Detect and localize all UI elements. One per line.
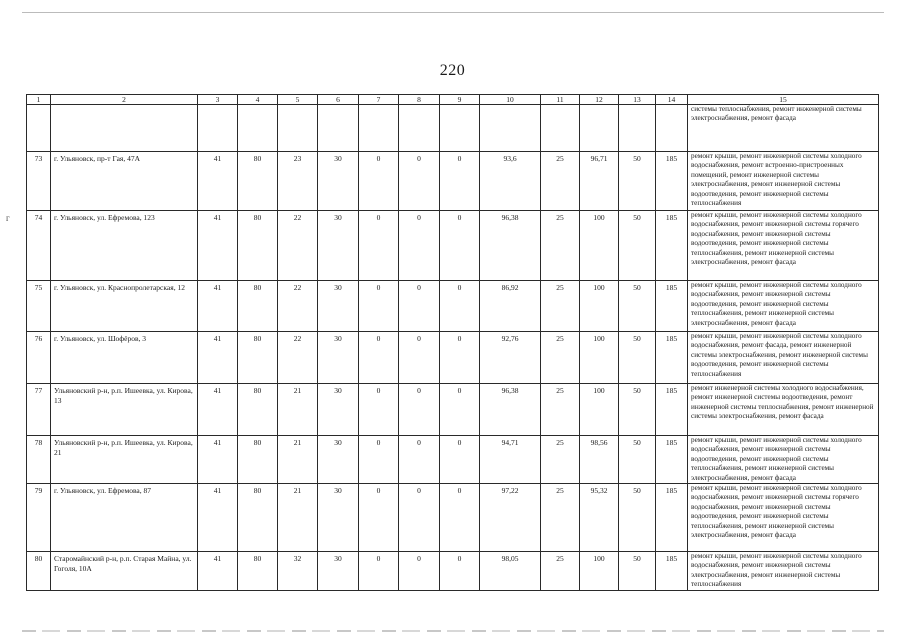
header-cell: 6 (318, 95, 359, 105)
header-cell: 15 (688, 95, 879, 105)
value-cell-c8: 0 (399, 332, 440, 384)
value-cell-c9: 0 (440, 152, 480, 211)
value-cell-c8: 0 (399, 484, 440, 552)
value-cell-c11: 25 (541, 281, 580, 332)
table-row (27, 152, 879, 211)
header-cell: 12 (580, 95, 619, 105)
value-cell-c4: 80 (238, 332, 278, 384)
header-cell: 9 (440, 95, 480, 105)
value-cell-c12: 100 (580, 384, 619, 436)
value-cell-c3: 41 (198, 436, 238, 484)
header-cell: 3 (198, 95, 238, 105)
value-cell-c5: 22 (278, 281, 318, 332)
row-number-cell: 77 (27, 384, 51, 436)
continuation-row (27, 105, 879, 152)
value-cell-c7: 0 (359, 436, 399, 484)
value-cell-c4: 80 (238, 436, 278, 484)
table-row (27, 384, 879, 436)
value-cell-c13: 50 (619, 436, 656, 484)
header-cell: 2 (51, 95, 198, 105)
address-cell: Ульяновский р-н, р.п. Ишеевка, ул. Кирова, 21 (51, 436, 198, 484)
value-cell-c10: 98,05 (480, 552, 541, 591)
value-cell-c9: 0 (440, 552, 480, 591)
value-cell-c9: 0 (440, 211, 480, 281)
table-row (27, 281, 879, 332)
works-cell: ремонт крыши, ремонт инженерной системы холодного водоснабжения, ремонт инженерной системы горячего водоснабжения, ремонт инженерной системы водоотведения, ремонт инженерной системы теплоснабжения, ремонт инженерной системы электроснабжения, ремонт фасада (688, 484, 879, 552)
value-cell-c13: 50 (619, 152, 656, 211)
value-cell-c4: 80 (238, 152, 278, 211)
header-row (27, 95, 879, 105)
value-cell-c11: 25 (541, 552, 580, 591)
row-number-cell: 76 (27, 332, 51, 384)
row-number-cell: 78 (27, 436, 51, 484)
value-cell-c4: 80 (238, 384, 278, 436)
value-cell-c14: 185 (656, 332, 688, 384)
value-cell-c12: 95,32 (580, 484, 619, 552)
value-cell-c12: 100 (580, 281, 619, 332)
value-cell-c14: 185 (656, 211, 688, 281)
value-cell-c10: 97,22 (480, 484, 541, 552)
value-cell-c5: 32 (278, 552, 318, 591)
value-cell-c13: 50 (619, 484, 656, 552)
works-cell: ремонт инженерной системы холодного водоснабжения, ремонт инженерной системы водоотведения, ремонт инженерной системы теплоснабжения, ремонт инженерной системы электроснабжения, ремонт фасада (688, 384, 879, 436)
table-row (27, 552, 879, 591)
address-cell: г. Ульяновск, ул. Шофёров, 3 (51, 332, 198, 384)
value-cell-c5: 23 (278, 152, 318, 211)
value-cell-c4: 80 (238, 281, 278, 332)
value-cell-c4: 80 (238, 484, 278, 552)
value-cell-c9: 0 (440, 281, 480, 332)
top-rule (22, 12, 884, 13)
row-number-cell: 73 (27, 152, 51, 211)
value-cell-c12: 100 (580, 552, 619, 591)
row-number-cell: 75 (27, 281, 51, 332)
value-cell-c6: 30 (318, 436, 359, 484)
value-cell-c3: 41 (198, 332, 238, 384)
address-cell: г. Ульяновск, ул. Краснопролетарская, 12 (51, 281, 198, 332)
value-cell-c3: 41 (198, 484, 238, 552)
value-cell-c8: 0 (399, 152, 440, 211)
value-cell-c7: 0 (359, 384, 399, 436)
value-cell-c14: 185 (656, 152, 688, 211)
value-cell-c11: 25 (541, 211, 580, 281)
works-cell: системы теплоснабжения, ремонт инженерной системы электроснабжения, ремонт фасада (688, 105, 879, 152)
value-cell-c10: 86,92 (480, 281, 541, 332)
value-cell-c6: 30 (318, 552, 359, 591)
data-table (26, 94, 879, 591)
value-cell-c7: 0 (359, 484, 399, 552)
value-cell-c14: 185 (656, 436, 688, 484)
value-cell-c5: 22 (278, 332, 318, 384)
value-cell-c6: 30 (318, 211, 359, 281)
table-row (27, 484, 879, 552)
value-cell-c14: 185 (656, 552, 688, 591)
value-cell-c12: 96,71 (580, 152, 619, 211)
address-cell: г. Ульяновск, ул. Ефремова, 123 (51, 211, 198, 281)
value-cell-c8: 0 (399, 281, 440, 332)
value-cell-c7: 0 (359, 211, 399, 281)
value-cell-c7: 0 (359, 332, 399, 384)
value-cell-c6: 30 (318, 384, 359, 436)
value-cell-c3: 41 (198, 281, 238, 332)
value-cell-c12: 98,56 (580, 436, 619, 484)
value-cell-c6: 30 (318, 152, 359, 211)
table-row (27, 211, 879, 281)
value-cell-c13: 50 (619, 281, 656, 332)
header-cell: 11 (541, 95, 580, 105)
header-cell: 8 (399, 95, 440, 105)
value-cell-c11: 25 (541, 152, 580, 211)
header-cell: 7 (359, 95, 399, 105)
header-cell: 14 (656, 95, 688, 105)
value-cell-c9: 0 (440, 484, 480, 552)
value-cell-c3: 41 (198, 211, 238, 281)
value-cell-c5: 21 (278, 484, 318, 552)
row-number-cell: 74 (27, 211, 51, 281)
value-cell-c8: 0 (399, 436, 440, 484)
value-cell-c4: 80 (238, 211, 278, 281)
value-cell-c4: 80 (238, 552, 278, 591)
value-cell-c7: 0 (359, 552, 399, 591)
value-cell-c5: 21 (278, 384, 318, 436)
value-cell-c5: 21 (278, 436, 318, 484)
address-cell: г. Ульяновск, пр-т Гая, 47А (51, 152, 198, 211)
value-cell-c10: 96,38 (480, 384, 541, 436)
value-cell-c14: 185 (656, 384, 688, 436)
value-cell-c11: 25 (541, 436, 580, 484)
header-cell: 1 (27, 95, 51, 105)
value-cell-c3: 41 (198, 552, 238, 591)
margin-mark: г (6, 213, 10, 223)
value-cell-c10: 94,71 (480, 436, 541, 484)
works-cell: ремонт крыши, ремонт инженерной системы холодного водоснабжения, ремонт фасада, ремонт инженерной системы электроснабжения, ремонт инженерной системы водоотведения, ремонт инженерной системы теплоснабжения (688, 332, 879, 384)
value-cell-c13: 50 (619, 552, 656, 591)
value-cell-c8: 0 (399, 552, 440, 591)
table-body (27, 95, 879, 591)
value-cell-c10: 92,76 (480, 332, 541, 384)
value-cell-c9: 0 (440, 332, 480, 384)
works-cell: ремонт крыши, ремонт инженерной системы холодного водоснабжения, ремонт инженерной системы горячего водоснабжения, ремонт инженерной системы водоотведения, ремонт инженерной системы теплоснабжения, ремонт инженерной системы электроснабжения, ремонт фасада (688, 211, 879, 281)
value-cell-c11: 25 (541, 384, 580, 436)
address-cell: Ульяновский р-н, р.п. Ишеевка, ул. Кирова, 13 (51, 384, 198, 436)
value-cell-c13: 50 (619, 384, 656, 436)
value-cell-c6: 30 (318, 484, 359, 552)
value-cell-c10: 96,38 (480, 211, 541, 281)
value-cell-c9: 0 (440, 436, 480, 484)
header-cell: 10 (480, 95, 541, 105)
table-row (27, 332, 879, 384)
header-cell: 5 (278, 95, 318, 105)
value-cell-c12: 100 (580, 332, 619, 384)
value-cell-c14: 185 (656, 484, 688, 552)
value-cell-c6: 30 (318, 332, 359, 384)
header-cell: 4 (238, 95, 278, 105)
value-cell-c13: 50 (619, 211, 656, 281)
value-cell-c6: 30 (318, 281, 359, 332)
value-cell-c8: 0 (399, 211, 440, 281)
value-cell-c12: 100 (580, 211, 619, 281)
value-cell-c13: 50 (619, 332, 656, 384)
scan-edge (22, 630, 884, 632)
value-cell-c8: 0 (399, 384, 440, 436)
value-cell-c14: 185 (656, 281, 688, 332)
row-number-cell: 79 (27, 484, 51, 552)
value-cell-c11: 25 (541, 484, 580, 552)
works-cell: ремонт крыши, ремонт инженерной системы холодного водоснабжения, ремонт инженерной системы водоотведения, ремонт инженерной системы теплоснабжения, ремонт инженерной системы электроснабжения, ремонт фасада (688, 436, 879, 484)
table-row (27, 436, 879, 484)
row-number-cell: 80 (27, 552, 51, 591)
value-cell-c10: 93,6 (480, 152, 541, 211)
value-cell-c5: 22 (278, 211, 318, 281)
page-number: 220 (439, 62, 466, 79)
address-cell: г. Ульяновск, ул. Ефремова, 87 (51, 484, 198, 552)
works-cell: ремонт крыши, ремонт инженерной системы холодного водоснабжения, ремонт инженерной системы электроснабжения, ремонт инженерной системы теплоснабжения (688, 552, 879, 591)
value-cell-c7: 0 (359, 152, 399, 211)
address-cell: Старомайнский р-н, р.п. Старая Майна, ул. Гоголя, 10А (51, 552, 198, 591)
value-cell-c11: 25 (541, 332, 580, 384)
value-cell-c7: 0 (359, 281, 399, 332)
works-cell: ремонт крыши, ремонт инженерной системы холодного водоснабжения, ремонт инженерной системы водоотведения, ремонт инженерной системы теплоснабжения, ремонт инженерной системы электроснабжения, ремонт фасада (688, 281, 879, 332)
value-cell-c3: 41 (198, 152, 238, 211)
value-cell-c9: 0 (440, 384, 480, 436)
header-cell: 13 (619, 95, 656, 105)
works-cell: ремонт крыши, ремонт инженерной системы холодного водоснабжения, ремонт встроенно-пристроенных помещений, ремонт инженерной системы электроснабжения, ремонт инженерной системы водоотведения, ремонт инженерной системы теплоснабжения (688, 152, 879, 211)
value-cell-c3: 41 (198, 384, 238, 436)
